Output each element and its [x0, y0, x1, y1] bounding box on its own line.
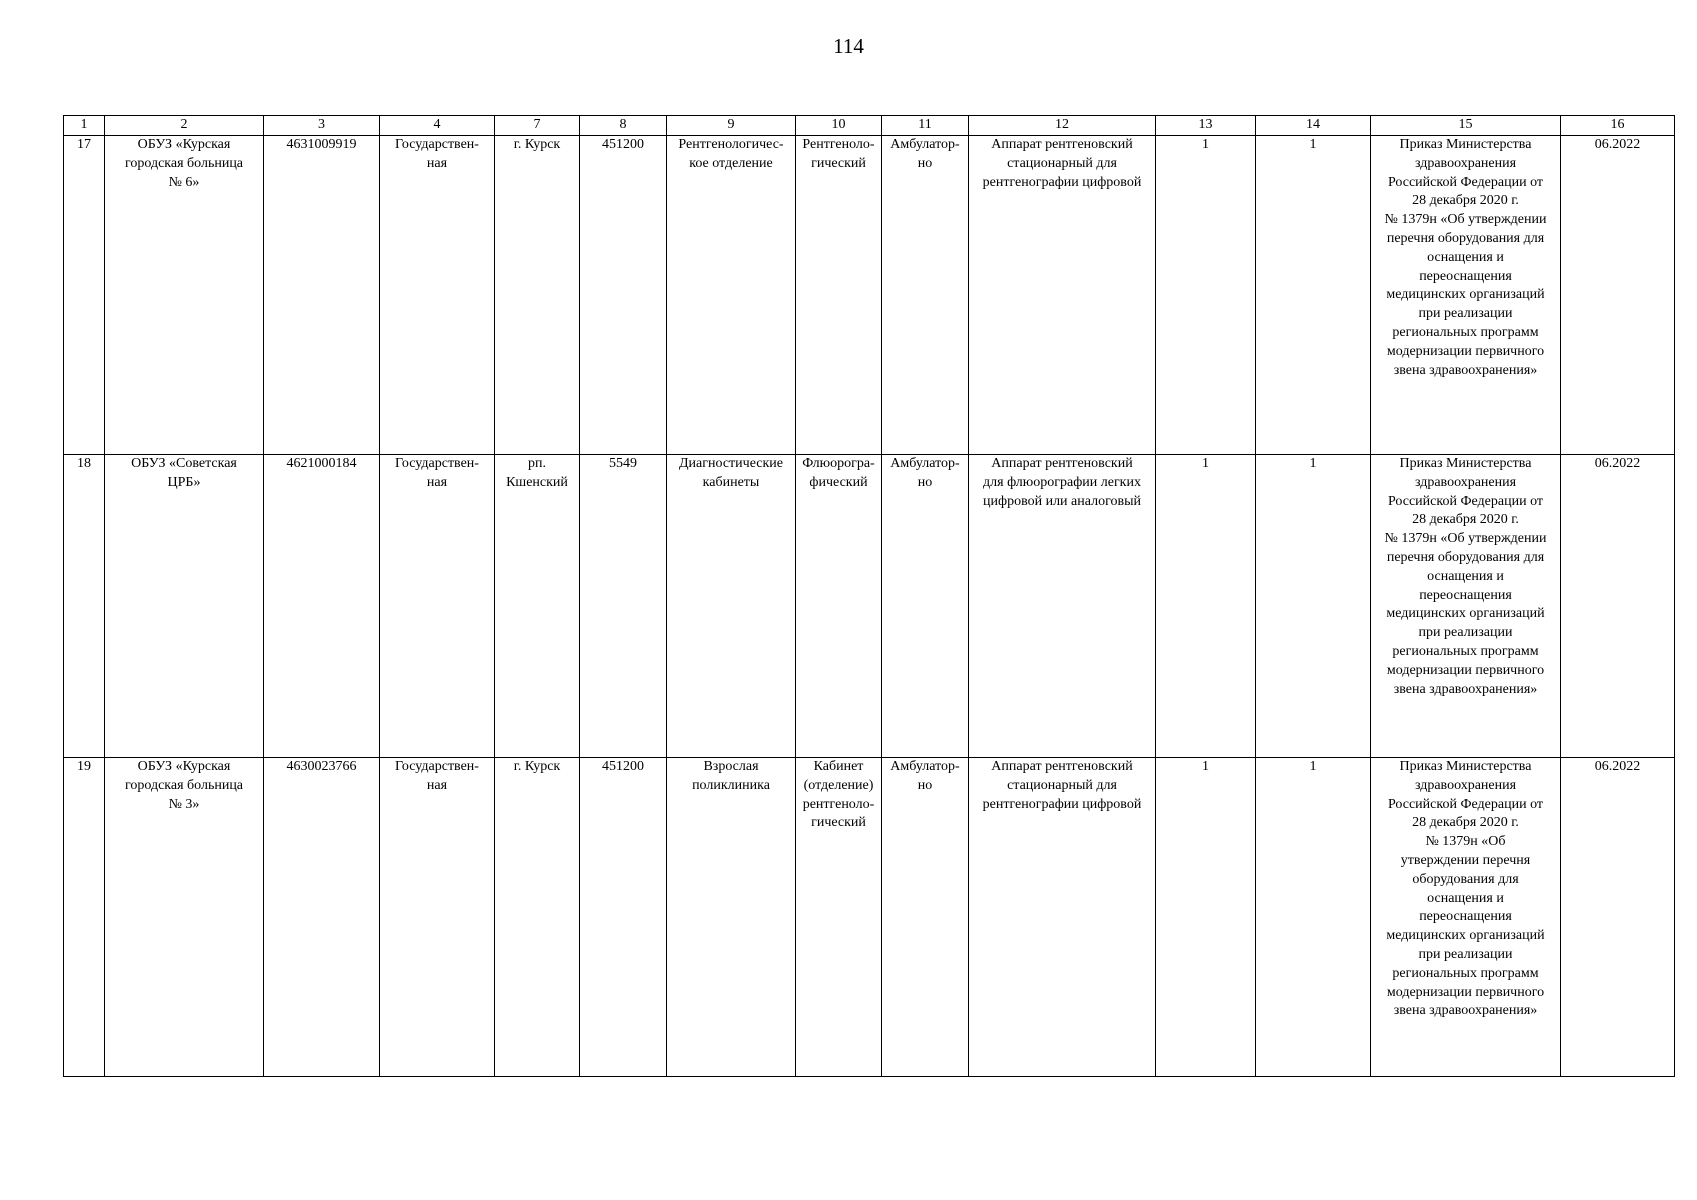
- quantity-cell: 1: [1156, 758, 1256, 1077]
- table-row: [64, 758, 1675, 1077]
- equipment-cell: Аппарат рентгеновский стационарный для рентгенографии цифровой: [969, 136, 1156, 455]
- table-row: [64, 455, 1675, 758]
- column-number: 14: [1256, 116, 1371, 136]
- locality-cell: рп. Кшенский: [495, 455, 580, 758]
- ownership-cell: Государствен- ная: [380, 136, 495, 455]
- unit-cell: Кабинет (отделение) рентгеноло- гический: [796, 758, 882, 1077]
- column-number: 2: [105, 116, 264, 136]
- column-number: 16: [1561, 116, 1675, 136]
- quantity-cell: 1: [1256, 455, 1371, 758]
- unit-cell: Рентгеноло- гический: [796, 136, 882, 455]
- date-cell: 06.2022: [1561, 455, 1675, 758]
- column-number: 7: [495, 116, 580, 136]
- care-type-cell: Амбулатор- но: [882, 758, 969, 1077]
- organization-cell: ОБУЗ «Курская городская больница № 3»: [105, 758, 264, 1077]
- quantity-cell: 1: [1156, 455, 1256, 758]
- legal-basis-cell: Приказ Министерства здравоохранения Российской Федерации от 28 декабря 2020 г. № 1379н «Об утверждении перечня оборудования для оснащения и переоснащения медицинских организаций при реализации региональных программ модернизации первичного звена здравоохранения»: [1371, 455, 1561, 758]
- population-cell: 5549: [580, 455, 667, 758]
- column-number-row: [64, 116, 1675, 136]
- column-number: 9: [667, 116, 796, 136]
- column-number: 12: [969, 116, 1156, 136]
- date-cell: 06.2022: [1561, 758, 1675, 1077]
- page-number: 114: [833, 34, 864, 58]
- locality-cell: г. Курск: [495, 136, 580, 455]
- table-row: [64, 136, 1675, 455]
- quantity-cell: 1: [1256, 136, 1371, 455]
- date-cell: 06.2022: [1561, 136, 1675, 455]
- unit-cell: Флюорогра- фический: [796, 455, 882, 758]
- care-type-cell: Амбулатор- но: [882, 136, 969, 455]
- legal-basis-cell: Приказ Министерства здравоохранения Российской Федерации от 28 декабря 2020 г. № 1379н «Об утверждении перечня оборудования для оснащения и переоснащения медицинских организаций при реализации региональных программ модернизации первичного звена здравоохранения»: [1371, 758, 1561, 1077]
- column-number: 1: [64, 116, 105, 136]
- equipment-table: [63, 115, 1675, 1077]
- column-number: 11: [882, 116, 969, 136]
- equipment-cell: Аппарат рентгеновский стационарный для рентгенографии цифровой: [969, 758, 1156, 1077]
- row-number-cell: 19: [64, 758, 105, 1077]
- column-number: 3: [264, 116, 380, 136]
- ownership-cell: Государствен- ная: [380, 758, 495, 1077]
- department-cell: Взрослая поликлиника: [667, 758, 796, 1077]
- row-number-cell: 18: [64, 455, 105, 758]
- population-cell: 451200: [580, 136, 667, 455]
- quantity-cell: 1: [1156, 136, 1256, 455]
- department-cell: Рентгенологичес- кое отделение: [667, 136, 796, 455]
- legal-basis-cell: Приказ Министерства здравоохранения Российской Федерации от 28 декабря 2020 г. № 1379н «Об утверждении перечня оборудования для оснащения и переоснащения медицинских организаций при реализации региональных программ модернизации первичного звена здравоохранения»: [1371, 136, 1561, 455]
- row-number-cell: 17: [64, 136, 105, 455]
- inn-cell: 4631009919: [264, 136, 380, 455]
- column-number: 13: [1156, 116, 1256, 136]
- care-type-cell: Амбулатор- но: [882, 455, 969, 758]
- column-number: 8: [580, 116, 667, 136]
- equipment-cell: Аппарат рентгеновский для флюорографии легких цифровой или аналоговый: [969, 455, 1156, 758]
- organization-cell: ОБУЗ «Советская ЦРБ»: [105, 455, 264, 758]
- ownership-cell: Государствен- ная: [380, 455, 495, 758]
- quantity-cell: 1: [1256, 758, 1371, 1077]
- column-number: 10: [796, 116, 882, 136]
- inn-cell: 4630023766: [264, 758, 380, 1077]
- column-number: 15: [1371, 116, 1561, 136]
- column-number: 4: [380, 116, 495, 136]
- inn-cell: 4621000184: [264, 455, 380, 758]
- population-cell: 451200: [580, 758, 667, 1077]
- department-cell: Диагностические кабинеты: [667, 455, 796, 758]
- locality-cell: г. Курск: [495, 758, 580, 1077]
- organization-cell: ОБУЗ «Курская городская больница № 6»: [105, 136, 264, 455]
